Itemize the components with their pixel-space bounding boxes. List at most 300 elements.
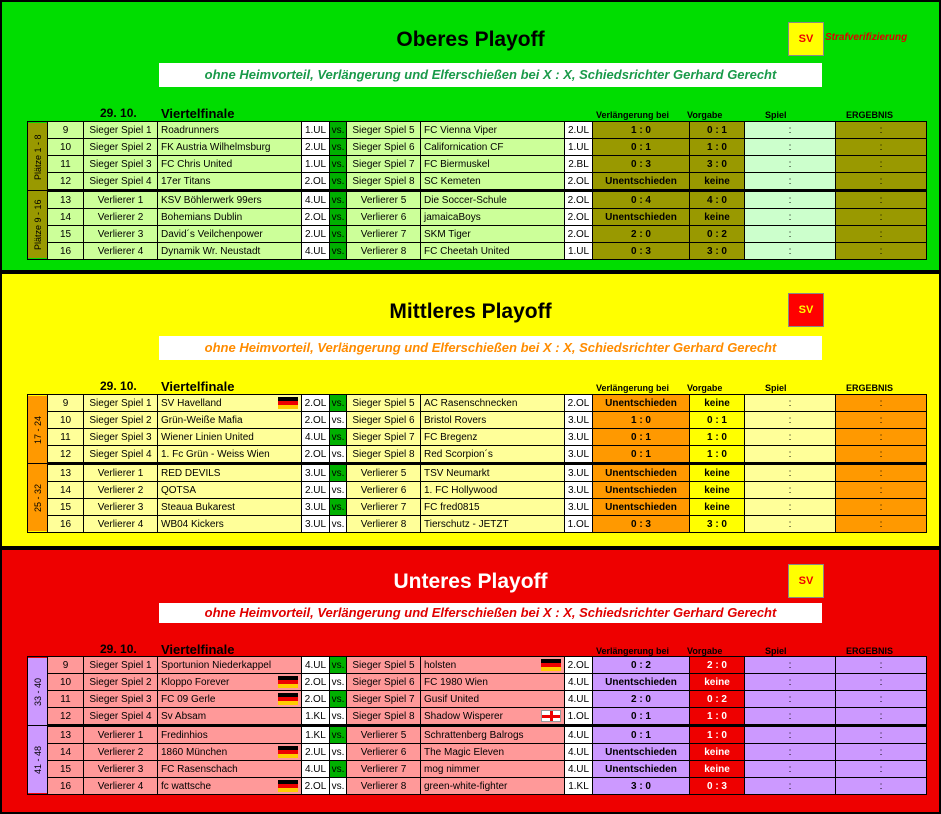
vorgabe-value: 2 : 0 [690, 657, 745, 674]
league-home: 2.OL [302, 209, 330, 226]
table-row [28, 674, 927, 691]
team-away: TSV Neumarkt [421, 464, 565, 482]
team-home: FK Austria Wilhelmsburg [158, 139, 302, 156]
verlaengerung-value: 0 : 1 [593, 139, 690, 156]
match-number: 15 [48, 499, 84, 516]
vorgabe-value: keine [690, 499, 745, 516]
strafverifizierung-link[interactable]: Strafverifizierung [825, 32, 908, 43]
match-number: 13 [48, 191, 84, 209]
match-label-away: Sieger Spiel 8 [347, 708, 421, 726]
vorgabe-value: 0 : 2 [690, 226, 745, 243]
team-away: 1. FC Hollywood [421, 482, 565, 499]
table-row [28, 657, 927, 674]
match-number: 14 [48, 209, 84, 226]
verlaengerung-value: Unentschieden [593, 761, 690, 778]
germany-flag-icon [278, 693, 298, 705]
date-label: 29. 10. [100, 106, 137, 120]
match-table [27, 121, 927, 260]
league-home: 4.UL [302, 191, 330, 209]
match-label-away: Verlierer 8 [347, 778, 421, 795]
spiel-score[interactable]: : [745, 674, 836, 691]
spiel-score[interactable]: : [745, 516, 836, 533]
league-away: 2.OL [565, 395, 593, 412]
verlaengerung-header: Verlängerung bei [596, 110, 670, 120]
verlaengerung-value: Unentschieden [593, 674, 690, 691]
league-away: 1.OL [565, 708, 593, 726]
vorgabe-header: Vorgabe [687, 646, 723, 656]
vs-label: vs. [330, 412, 347, 429]
spiel-score[interactable]: : [745, 173, 836, 191]
match-label-home: Sieger Spiel 2 [84, 674, 158, 691]
match-label-home: Sieger Spiel 1 [84, 122, 158, 139]
league-home: 2.UL [302, 226, 330, 243]
spiel-header: Spiel [765, 646, 787, 656]
match-label-home: Verlierer 1 [84, 464, 158, 482]
league-home: 4.UL [302, 243, 330, 260]
verlaengerung-value: Unentschieden [593, 482, 690, 499]
sv-button[interactable]: SV [788, 564, 824, 598]
spiel-score[interactable]: : [745, 243, 836, 260]
team-home: WB04 Kickers [158, 516, 302, 533]
section-title: Unteres Playoff [393, 570, 548, 593]
table-row [28, 243, 927, 260]
verlaengerung-value: 0 : 1 [593, 446, 690, 464]
section-unteres-playoff [0, 548, 941, 814]
match-number: 15 [48, 226, 84, 243]
league-home: 2.UL [302, 139, 330, 156]
team-home: RED DEVILS [158, 464, 302, 482]
ergebnis-score[interactable]: : [836, 156, 927, 173]
team-away: Gusif United [421, 691, 565, 708]
team-away: AC Rasenschnecken [421, 395, 565, 412]
verlaengerung-value: 0 : 4 [593, 191, 690, 209]
match-number: 9 [48, 122, 84, 139]
team-away: Californication CF [421, 139, 565, 156]
team-home: Fredinhios [158, 726, 302, 744]
match-label-home: Verlierer 2 [84, 482, 158, 499]
match-number: 14 [48, 482, 84, 499]
ergebnis-score[interactable]: : [836, 761, 927, 778]
vs-label: vs. [330, 657, 347, 674]
verlaengerung-value: 0 : 2 [593, 657, 690, 674]
match-label-home: Verlierer 4 [84, 243, 158, 260]
verlaengerung-value: 1 : 0 [593, 122, 690, 139]
vorgabe-value: 1 : 0 [690, 446, 745, 464]
match-label-home: Sieger Spiel 1 [84, 395, 158, 412]
germany-flag-icon [278, 746, 298, 758]
section-title: Oberes Playoff [396, 28, 545, 51]
match-number: 11 [48, 429, 84, 446]
match-number: 10 [48, 674, 84, 691]
match-label-home: Verlierer 3 [84, 499, 158, 516]
table-row [28, 429, 927, 446]
table-row [28, 726, 927, 744]
match-label-home: Sieger Spiel 2 [84, 412, 158, 429]
date-label: 29. 10. [100, 642, 137, 656]
vorgabe-value: keine [690, 744, 745, 761]
section-subtitle: ohne Heimvorteil, Verlängerung und Elferschießen bei X : X, Schiedsrichter Gerhard Gerecht [159, 63, 822, 87]
verlaengerung-value: Unentschieden [593, 395, 690, 412]
table-row [28, 691, 927, 708]
ergebnis-score[interactable]: : [836, 191, 927, 209]
team-home: Sv Absam [158, 708, 302, 726]
team-home: FC Chris United [158, 156, 302, 173]
vorgabe-value: 1 : 0 [690, 726, 745, 744]
match-number: 12 [48, 708, 84, 726]
table-row [28, 173, 927, 191]
ergebnis-score[interactable]: : [836, 744, 927, 761]
match-table [27, 394, 927, 533]
league-home: 2.OL [302, 778, 330, 795]
team-away: FC 1980 Wien [421, 674, 565, 691]
vorgabe-value: keine [690, 395, 745, 412]
match-label-away: Sieger Spiel 5 [347, 122, 421, 139]
spiel-score[interactable]: : [745, 395, 836, 412]
group-label: 17 - 24 [28, 395, 48, 464]
team-home: 1860 München [158, 744, 302, 761]
match-label-away: Sieger Spiel 5 [347, 657, 421, 674]
team-home: SV Havelland [158, 395, 302, 412]
match-number: 11 [48, 156, 84, 173]
match-label-away: Sieger Spiel 7 [347, 156, 421, 173]
league-home: 2.UL [302, 482, 330, 499]
match-label-home: Verlierer 2 [84, 209, 158, 226]
team-away: FC Bregenz [421, 429, 565, 446]
match-label-home: Sieger Spiel 4 [84, 446, 158, 464]
verlaengerung-value: Unentschieden [593, 209, 690, 226]
table-row [28, 499, 927, 516]
team-away: Die Soccer-Schule [421, 191, 565, 209]
league-away: 1.UL [565, 139, 593, 156]
vorgabe-value: 1 : 0 [690, 139, 745, 156]
spiel-score[interactable]: : [745, 412, 836, 429]
germany-flag-icon [541, 659, 561, 671]
table-row [28, 778, 927, 795]
spiel-score[interactable]: : [745, 482, 836, 499]
match-number: 16 [48, 778, 84, 795]
league-home: 3.UL [302, 516, 330, 533]
team-home: QOTSA [158, 482, 302, 499]
league-away: 1.KL [565, 778, 593, 795]
match-label-home: Sieger Spiel 2 [84, 139, 158, 156]
match-label-away: Sieger Spiel 5 [347, 395, 421, 412]
match-number: 9 [48, 395, 84, 412]
group-label: 41 - 48 [28, 726, 48, 795]
team-home: FC Rasenschach [158, 761, 302, 778]
league-away: 3.UL [565, 482, 593, 499]
team-home: FC 09 Gerle [158, 691, 302, 708]
match-label-home: Verlierer 3 [84, 226, 158, 243]
match-label-home: Verlierer 4 [84, 516, 158, 533]
spiel-score[interactable]: : [745, 226, 836, 243]
table-row [28, 744, 927, 761]
group-label: Plätze 1 - 8 [28, 122, 48, 191]
team-away: holsten [421, 657, 565, 674]
match-label-away: Verlierer 7 [347, 761, 421, 778]
spiel-score[interactable]: : [745, 209, 836, 226]
match-label-away: Sieger Spiel 6 [347, 674, 421, 691]
match-label-home: Verlierer 2 [84, 744, 158, 761]
spiel-score[interactable]: : [745, 156, 836, 173]
match-label-away: Verlierer 7 [347, 499, 421, 516]
ergebnis-score[interactable]: : [836, 674, 927, 691]
vorgabe-value: keine [690, 464, 745, 482]
match-label-home: Verlierer 1 [84, 191, 158, 209]
team-home: David´s Veilchenpower [158, 226, 302, 243]
match-number: 10 [48, 139, 84, 156]
germany-flag-icon [278, 780, 298, 792]
league-home: 1.KL [302, 726, 330, 744]
league-home: 1.KL [302, 708, 330, 726]
league-away: 4.UL [565, 691, 593, 708]
match-label-away: Sieger Spiel 6 [347, 139, 421, 156]
team-away: jamaicaBoys [421, 209, 565, 226]
vs-label: vs. [330, 173, 347, 191]
vorgabe-value: 0 : 1 [690, 412, 745, 429]
ergebnis-score[interactable]: : [836, 708, 927, 726]
spiel-score[interactable]: : [745, 139, 836, 156]
vs-label: vs. [330, 744, 347, 761]
team-home: Bohemians Dublin [158, 209, 302, 226]
match-number: 12 [48, 446, 84, 464]
vorgabe-value: 0 : 2 [690, 691, 745, 708]
league-away: 3.UL [565, 499, 593, 516]
vs-label: vs. [330, 156, 347, 173]
league-away: 1.OL [565, 516, 593, 533]
spiel-score[interactable]: : [745, 691, 836, 708]
group-label: 33 - 40 [28, 657, 48, 726]
ergebnis-score[interactable]: : [836, 226, 927, 243]
ergebnis-score[interactable]: : [836, 122, 927, 139]
match-label-away: Verlierer 5 [347, 191, 421, 209]
round-label: Viertelfinale [161, 642, 235, 657]
ergebnis-score[interactable]: : [836, 657, 927, 674]
vorgabe-header: Vorgabe [687, 383, 723, 393]
vs-label: vs. [330, 708, 347, 726]
ergebnis-score[interactable]: : [836, 464, 927, 482]
match-label-away: Sieger Spiel 6 [347, 412, 421, 429]
league-home: 4.UL [302, 657, 330, 674]
vorgabe-value: 3 : 0 [690, 156, 745, 173]
match-label-home: Sieger Spiel 3 [84, 156, 158, 173]
team-home: 1. Fc Grün - Weiss Wien [158, 446, 302, 464]
ergebnis-score[interactable]: : [836, 412, 927, 429]
round-label: Viertelfinale [161, 106, 235, 121]
ergebnis-score[interactable]: : [836, 243, 927, 260]
match-label-away: Sieger Spiel 7 [347, 691, 421, 708]
ergebnis-score[interactable]: : [836, 173, 927, 191]
match-label-away: Verlierer 5 [347, 464, 421, 482]
spiel-score[interactable]: : [745, 726, 836, 744]
ergebnis-score[interactable]: : [836, 139, 927, 156]
league-away: 4.UL [565, 744, 593, 761]
match-label-home: Sieger Spiel 3 [84, 691, 158, 708]
league-away: 3.UL [565, 446, 593, 464]
vs-label: vs. [330, 691, 347, 708]
league-home: 3.UL [302, 499, 330, 516]
spiel-score[interactable]: : [745, 708, 836, 726]
vs-label: vs. [330, 429, 347, 446]
table-row [28, 446, 927, 464]
match-label-home: Verlierer 1 [84, 726, 158, 744]
league-away: 2.BL [565, 156, 593, 173]
vs-label: vs. [330, 726, 347, 744]
match-label-away: Sieger Spiel 7 [347, 429, 421, 446]
vs-label: vs. [330, 395, 347, 412]
verlaengerung-value: 0 : 3 [593, 516, 690, 533]
ergebnis-header: ERGEBNIS [846, 383, 894, 393]
league-away: 2.OL [565, 657, 593, 674]
match-number: 13 [48, 464, 84, 482]
verlaengerung-header: Verlängerung bei [596, 383, 670, 393]
league-home: 4.UL [302, 761, 330, 778]
vs-label: vs. [330, 761, 347, 778]
team-home: KSV Böhlerwerk 99ers [158, 191, 302, 209]
ergebnis-score[interactable]: : [836, 395, 927, 412]
vs-label: vs. [330, 122, 347, 139]
league-away: 3.UL [565, 429, 593, 446]
match-number: 13 [48, 726, 84, 744]
ergebnis-score[interactable]: : [836, 209, 927, 226]
verlaengerung-value: Unentschieden [593, 744, 690, 761]
team-away: Bristol Rovers [421, 412, 565, 429]
team-home: Roadrunners [158, 122, 302, 139]
sv-button[interactable]: SV [788, 293, 824, 327]
spiel-score[interactable]: : [745, 744, 836, 761]
league-away: 2.UL [565, 122, 593, 139]
england-flag-icon [541, 710, 561, 722]
spiel-score[interactable]: : [745, 499, 836, 516]
vorgabe-value: keine [690, 482, 745, 499]
group-label: Plätze 9 - 16 [28, 191, 48, 260]
vs-label: vs. [330, 674, 347, 691]
match-number: 16 [48, 516, 84, 533]
team-home: Kloppo Forever [158, 674, 302, 691]
vs-label: vs. [330, 226, 347, 243]
match-label-away: Verlierer 6 [347, 744, 421, 761]
verlaengerung-value: 0 : 1 [593, 726, 690, 744]
spiel-score[interactable]: : [745, 778, 836, 795]
ergebnis-score[interactable]: : [836, 778, 927, 795]
table-row [28, 209, 927, 226]
vorgabe-value: 1 : 0 [690, 429, 745, 446]
league-away: 2.OL [565, 191, 593, 209]
table-row [28, 708, 927, 726]
match-number: 10 [48, 412, 84, 429]
ergebnis-score[interactable]: : [836, 446, 927, 464]
germany-flag-icon [278, 676, 298, 688]
ergebnis-score[interactable]: : [836, 429, 927, 446]
vorgabe-value: 4 : 0 [690, 191, 745, 209]
league-home: 2.OL [302, 446, 330, 464]
league-home: 2.OL [302, 674, 330, 691]
table-row [28, 395, 927, 412]
table-row [28, 139, 927, 156]
vorgabe-value: keine [690, 209, 745, 226]
ergebnis-score[interactable]: : [836, 726, 927, 744]
verlaengerung-value: 2 : 0 [593, 226, 690, 243]
vs-label: vs. [330, 516, 347, 533]
team-home: Grün-Weiße Mafia [158, 412, 302, 429]
vorgabe-value: 3 : 0 [690, 243, 745, 260]
verlaengerung-value: 1 : 0 [593, 412, 690, 429]
vs-label: vs. [330, 464, 347, 482]
league-away: 4.UL [565, 761, 593, 778]
team-away: The Magic Eleven [421, 744, 565, 761]
team-away: FC Biermuskel [421, 156, 565, 173]
verlaengerung-value: Unentschieden [593, 464, 690, 482]
spiel-score[interactable]: : [745, 122, 836, 139]
league-home: 2.OL [302, 395, 330, 412]
match-label-away: Verlierer 8 [347, 243, 421, 260]
match-label-away: Verlierer 6 [347, 209, 421, 226]
vs-label: vs. [330, 191, 347, 209]
match-label-away: Verlierer 8 [347, 516, 421, 533]
spiel-header: Spiel [765, 383, 787, 393]
vorgabe-value: 0 : 1 [690, 122, 745, 139]
table-row [28, 412, 927, 429]
match-label-home: Sieger Spiel 3 [84, 429, 158, 446]
match-number: 11 [48, 691, 84, 708]
vorgabe-value: 1 : 0 [690, 708, 745, 726]
table-row [28, 761, 927, 778]
spiel-score[interactable]: : [745, 446, 836, 464]
verlaengerung-value: 2 : 0 [593, 691, 690, 708]
team-away: SKM Tiger [421, 226, 565, 243]
team-home: Wiener Linien United [158, 429, 302, 446]
vorgabe-header: Vorgabe [687, 110, 723, 120]
ergebnis-score[interactable]: : [836, 516, 927, 533]
vs-label: vs. [330, 482, 347, 499]
spiel-score[interactable]: : [745, 191, 836, 209]
verlaengerung-value: 0 : 3 [593, 243, 690, 260]
league-away: 2.OL [565, 226, 593, 243]
section-subtitle: ohne Heimvorteil, Verlängerung und Elferschießen bei X : X, Schiedsrichter Gerhard Gerecht [159, 336, 822, 360]
league-away: 3.UL [565, 412, 593, 429]
team-away: Schrattenberg Balrogs [421, 726, 565, 744]
league-home: 2.OL [302, 691, 330, 708]
team-away: mog nimmer [421, 761, 565, 778]
match-label-home: Verlierer 3 [84, 761, 158, 778]
ergebnis-header: ERGEBNIS [846, 646, 894, 656]
sv-button[interactable]: SV [788, 22, 824, 56]
league-home: 2.OL [302, 412, 330, 429]
table-row [28, 464, 927, 482]
table-row [28, 482, 927, 499]
team-away: Red Scorpion´s [421, 446, 565, 464]
ergebnis-score[interactable]: : [836, 691, 927, 708]
match-number: 14 [48, 744, 84, 761]
spiel-score[interactable]: : [745, 657, 836, 674]
match-number: 15 [48, 761, 84, 778]
ergebnis-header: ERGEBNIS [846, 110, 894, 120]
spiel-score[interactable]: : [745, 429, 836, 446]
table-row [28, 122, 927, 139]
match-label-home: Sieger Spiel 4 [84, 708, 158, 726]
spiel-score[interactable]: : [745, 464, 836, 482]
team-home: fc wattsche [158, 778, 302, 795]
team-away: Tierschutz - JETZT [421, 516, 565, 533]
ergebnis-score[interactable]: : [836, 499, 927, 516]
spiel-score[interactable]: : [745, 761, 836, 778]
league-home: 2.UL [302, 744, 330, 761]
match-label-away: Verlierer 5 [347, 726, 421, 744]
team-away: green-white-fighter [421, 778, 565, 795]
vs-label: vs. [330, 243, 347, 260]
ergebnis-score[interactable]: : [836, 482, 927, 499]
verlaengerung-value: 0 : 3 [593, 156, 690, 173]
team-away: FC Cheetah United [421, 243, 565, 260]
